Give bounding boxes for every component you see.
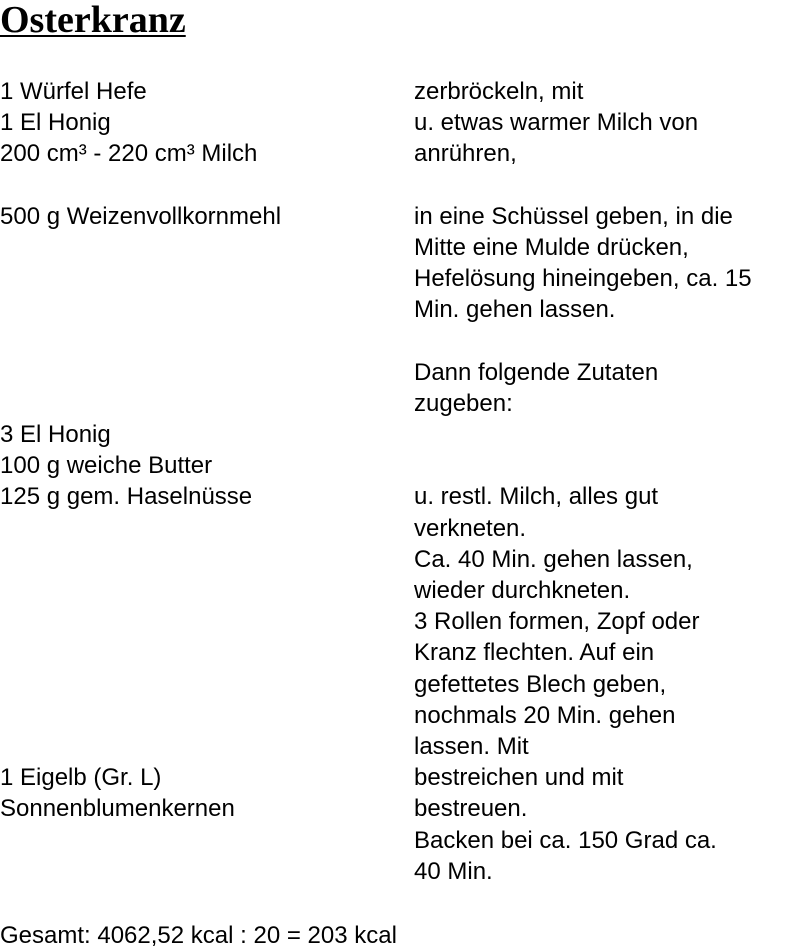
recipe-row (0, 76, 793, 107)
recipe-row (0, 294, 793, 325)
recipe-row (0, 170, 793, 201)
recipe-body (0, 76, 793, 887)
recipe-row (0, 388, 793, 419)
ingredient: 1 Würfel Hefe (0, 78, 147, 105)
recipe-row (0, 232, 793, 263)
recipe-row (0, 513, 793, 544)
instruction: lassen. Mit (414, 732, 529, 760)
recipe-row (0, 700, 793, 731)
calorie-total: Gesamt: 4062,52 kcal : 20 = 203 kcal (0, 922, 397, 949)
instruction: 40 Min. (414, 857, 493, 885)
instruction: Mitte eine Mulde drücken, (414, 233, 689, 261)
ingredient: 3 El Honig (0, 421, 111, 449)
recipe-row (0, 107, 793, 138)
recipe-row (0, 326, 793, 357)
ingredient: 200 cm³ - 220 cm³ Milch (0, 140, 258, 168)
recipe-row (0, 669, 793, 700)
instruction: Kranz flechten. Auf ein (414, 639, 655, 667)
instruction: 3 Rollen formen, Zopf oder (414, 608, 700, 636)
instruction: Min. gehen lassen. (414, 296, 616, 324)
recipe-row (0, 450, 793, 481)
ingredient: Sonnenblumenkernen (0, 795, 235, 823)
instruction: zerbröckeln, mit (414, 78, 584, 105)
instruction: bestreichen und mit (414, 764, 624, 792)
recipe-row (0, 762, 793, 793)
instruction: gefettetes Blech geben, (414, 670, 667, 698)
ingredient: 1 El Honig (0, 109, 111, 137)
instruction: u. etwas warmer Milch von (414, 109, 699, 137)
instruction: zugeben: (414, 389, 513, 417)
instruction: bestreuen. (414, 795, 528, 823)
instruction: Dann folgende Zutaten (414, 358, 659, 386)
recipe-row (0, 856, 793, 887)
ingredient: 1 Eigelb (Gr. L) (0, 764, 162, 792)
instruction: Backen bei ca. 150 Grad ca. (414, 826, 717, 854)
ingredient: 125 g gem. Haselnüsse (0, 483, 253, 511)
instruction: wieder durchkneten. (414, 577, 631, 604)
recipe-row (0, 544, 793, 575)
instruction: Ca. 40 Min. gehen lassen, (414, 545, 693, 573)
recipe-row (0, 419, 793, 450)
recipe-row (0, 793, 793, 824)
instruction: verkneten. (414, 514, 527, 542)
recipe-row (0, 825, 793, 856)
recipe-row (0, 357, 793, 388)
recipe-row (0, 606, 793, 637)
recipe-row (0, 575, 793, 606)
recipe-row (0, 263, 793, 294)
instruction: anrühren, (414, 140, 517, 168)
recipe-row (0, 637, 793, 668)
ingredient: 500 g Weizenvollkornmehl (0, 202, 282, 230)
instruction: nochmals 20 Min. gehen (414, 701, 676, 729)
instruction: u. restl. Milch, alles gut (414, 483, 659, 511)
recipe-row (0, 481, 793, 512)
recipe-title: Osterkranz (0, 0, 186, 41)
instruction: in eine Schüssel geben, in die (414, 202, 733, 230)
ingredient: 100 g weiche Butter (0, 452, 213, 480)
recipe-row (0, 201, 793, 232)
recipe-row (0, 731, 793, 762)
recipe-row (0, 138, 793, 169)
instruction: Hefelösung hineingeben, ca. 15 (414, 265, 752, 293)
